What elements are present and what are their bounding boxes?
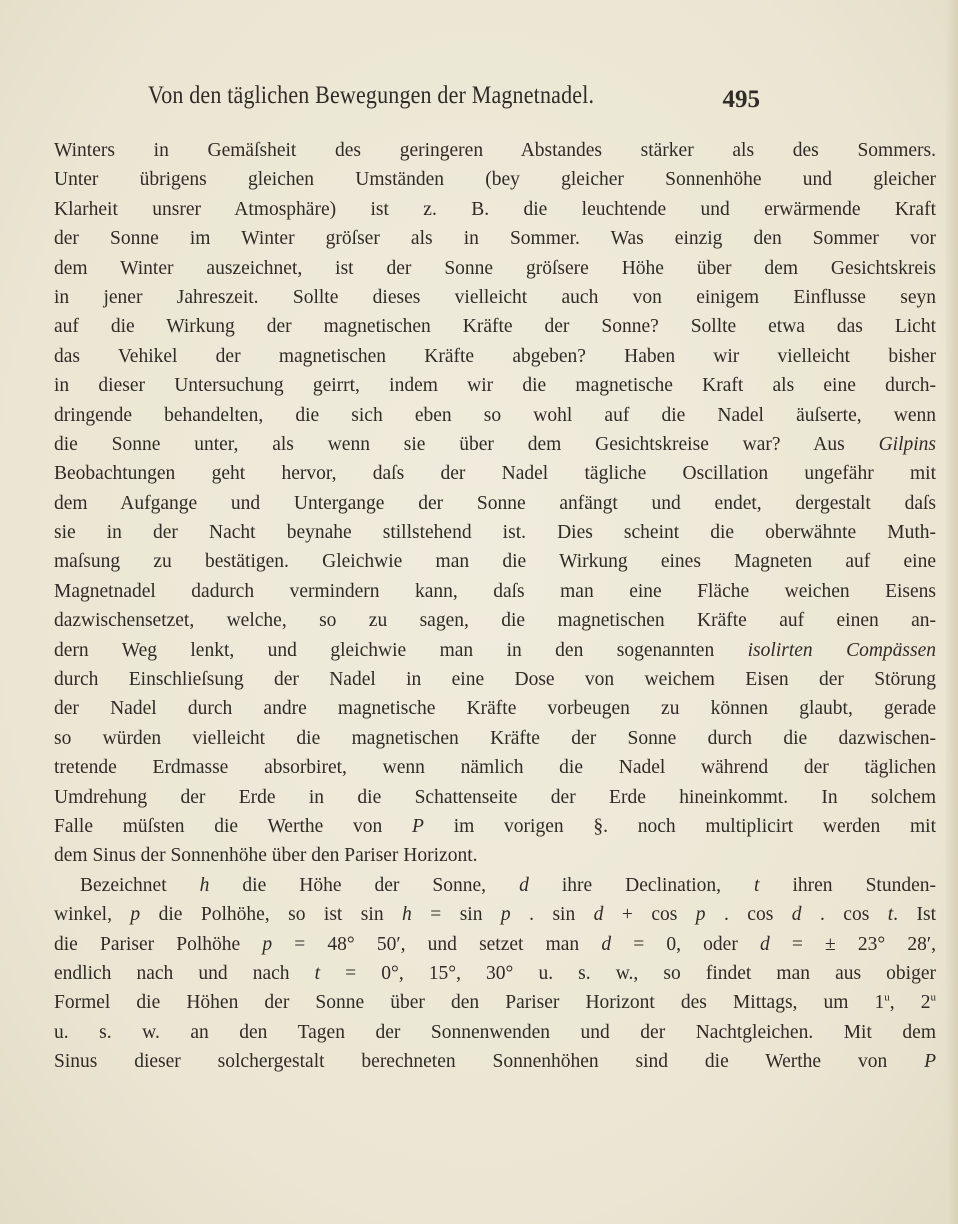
text-segment: . cos xyxy=(705,904,792,926)
text-segment: dem Aufgange und Untergange der Sonne anfängt und endet, dergestalt daſs xyxy=(54,492,936,514)
text-segment: dem Sinus der Sonnenhöhe über den Pariser Horizont. xyxy=(54,845,478,867)
text-segment: der Nadel durch andre magnetische Kräfte vorbeugen zu können glaubt, gerade xyxy=(54,698,936,720)
text-segment: + cos xyxy=(603,904,696,926)
text-segment: die Pariser Polhöhe xyxy=(54,933,263,955)
text-line xyxy=(54,254,936,283)
text-line xyxy=(54,459,936,488)
text-segment: Falle müſsten die Werthe von xyxy=(54,815,413,837)
text-line xyxy=(54,224,936,253)
text-line xyxy=(54,430,936,459)
text-segment: Formel die Höhen der Sonne über den Pariser Horizont des Mittags, um 1 xyxy=(54,992,885,1014)
text-line xyxy=(54,312,936,341)
text-segment: die Höhe der Sonne, xyxy=(209,874,520,896)
text-segment: so würden vielleicht die magnetischen Kräfte der Sonne durch die dazwischen- xyxy=(54,727,936,749)
text-line xyxy=(54,606,936,635)
italic-text: d xyxy=(759,933,770,955)
body-text xyxy=(54,136,936,1077)
text-line xyxy=(54,783,936,812)
text-segment: ihren Stunden- xyxy=(759,874,936,896)
text-line xyxy=(54,636,936,665)
italic-text: t xyxy=(887,904,894,926)
text-segment: . Ist xyxy=(893,904,936,926)
text-segment: in dieser Untersuchung geirrt, indem wir die magnetische Kraft als eine durch- xyxy=(54,375,936,397)
text-line xyxy=(54,871,936,900)
text-segment: im vorigen §. noch multiplicirt werden mit xyxy=(423,815,937,837)
text-segment: in jener Jahreszeit. Sollte dieses vielleicht auch von einigem Einflusse seyn xyxy=(54,286,936,308)
text-segment: die Polhöhe, so ist sin xyxy=(140,904,403,926)
text-segment: maſsung zu bestätigen. Gleichwie man die Wirkung eines Magneten auf eine xyxy=(54,551,936,573)
text-segment: dem Winter auszeichnet, ist der Sonne gröſsere Höhe über dem Gesichtskreis xyxy=(54,257,936,279)
page-edge xyxy=(946,0,958,1224)
text-line xyxy=(54,724,936,753)
italic-text: p xyxy=(262,933,273,955)
italic-text: h xyxy=(199,874,210,896)
text-line xyxy=(54,1018,936,1047)
page-number: 495 xyxy=(722,86,760,113)
italic-text: h xyxy=(402,904,412,926)
text-segment: das Vehikel der magnetischen Kräfte abgeben? Haben wir vielleicht bisher xyxy=(54,345,936,367)
italic-text: isolirten Compässen xyxy=(747,639,936,661)
text-segment: Klarheit unsrer Atmosphäre) ist z. B. die leuchtende und erwärmende Kraft xyxy=(54,198,936,220)
text-segment: sie in der Nacht beynahe stillstehend ist. Dies scheint die oberwähnte Muth- xyxy=(54,522,936,544)
text-segment: Umdrehung der Erde in die Schattenseite der Erde hineinkommt. In solchem xyxy=(54,786,936,808)
text-segment: . cos xyxy=(801,904,888,926)
text-segment: tretende Erdmasse absorbiret, wenn nämlich die Nadel während der täglichen xyxy=(54,757,936,779)
text-segment: , 2 xyxy=(889,992,931,1014)
running-header xyxy=(148,82,760,118)
italic-text: p xyxy=(500,904,511,926)
text-line xyxy=(54,283,936,312)
text-segment: winkel, xyxy=(54,904,131,926)
italic-text: t xyxy=(314,962,321,984)
text-segment: Unter übrigens gleichen Umständen (bey gleicher Sonnenhöhe und gleicher xyxy=(54,169,936,191)
italic-text: d xyxy=(601,933,612,955)
text-line xyxy=(54,195,936,224)
text-segment: = 0, oder xyxy=(611,933,760,955)
text-segment: auf die Wirkung der magnetischen Kräfte der Sonne? Sollte etwa das Licht xyxy=(54,316,936,338)
text-line xyxy=(54,988,936,1017)
text-line xyxy=(54,371,936,400)
text-segment: Beobachtungen geht hervor, daſs der Nadel tägliche Oscillation ungefähr mit xyxy=(54,463,936,485)
text-line xyxy=(54,753,936,782)
text-line xyxy=(54,812,936,841)
text-segment: dringende behandelten, die sich eben so wohl auf die Nadel äuſserte, wenn xyxy=(54,404,936,426)
italic-text: P xyxy=(924,1051,936,1073)
italic-text: d xyxy=(593,904,604,926)
text-line xyxy=(54,841,936,870)
italic-text: p xyxy=(130,904,141,926)
text-segment: endlich nach und nach xyxy=(54,962,315,984)
text-line xyxy=(54,136,936,165)
text-segment: Bezeichnet xyxy=(80,874,200,896)
text-line xyxy=(54,342,936,371)
text-line xyxy=(54,547,936,576)
italic-text: d xyxy=(791,904,802,926)
text-segment: = 0°, 15°, 30° u. s. w., so findet man aus obiger xyxy=(320,962,936,984)
text-segment: = 48° 50′, und setzet man xyxy=(272,933,602,955)
text-line xyxy=(54,1047,936,1076)
text-segment: = ± 23° 28′, xyxy=(769,933,936,955)
text-line xyxy=(54,165,936,194)
running-title: Von den täglichen Bewegungen der Magnetnadel. xyxy=(148,82,595,109)
italic-text: t xyxy=(754,874,760,896)
text-segment: . sin xyxy=(510,904,594,926)
text-line xyxy=(54,694,936,723)
text-segment: u. s. w. an den Tagen der Sonnenwenden und der Nachtgleichen. Mit dem xyxy=(54,1021,936,1043)
text-line xyxy=(54,930,936,959)
text-segment: durch Einschlieſsung der Nadel in eine Dose von weichem Eisen der Störung xyxy=(54,669,936,691)
text-segment: der Sonne im Winter gröſser als in Sommer. Was einzig den Sommer vor xyxy=(54,228,936,250)
text-segment: dazwischensetzet, welche, so zu sagen, die magnetischen Kräfte auf einen an- xyxy=(54,610,936,632)
superscript: u xyxy=(930,991,936,1004)
text-line xyxy=(54,518,936,547)
text-segment: Sinus dieser solchergestalt berechneten Sonnenhöhen sind die Werthe von xyxy=(54,1051,925,1073)
text-line xyxy=(54,577,936,606)
text-segment: die Sonne unter, als wenn sie über dem Gesichtskreise war? Aus xyxy=(54,433,879,455)
italic-text: d xyxy=(519,874,529,896)
text-segment: = sin xyxy=(411,904,501,926)
text-segment: dern Weg lenkt, und gleichwie man in den sogenannten xyxy=(54,639,748,661)
text-line xyxy=(54,489,936,518)
text-segment: ihre Declination, xyxy=(528,874,755,896)
text-segment: Winters in Gemäſsheit des geringeren Abstandes stärker als des Sommers. xyxy=(54,140,936,161)
text-line xyxy=(54,959,936,988)
italic-text: P xyxy=(412,815,424,837)
text-line xyxy=(54,900,936,929)
italic-text: p xyxy=(695,904,706,926)
text-line xyxy=(54,665,936,694)
superscript: u xyxy=(884,991,890,1004)
text-line xyxy=(54,401,936,430)
italic-text: Gilpins xyxy=(878,433,936,455)
text-segment: Magnetnadel dadurch vermindern kann, daſs man eine Fläche weichen Eisens xyxy=(54,580,936,602)
